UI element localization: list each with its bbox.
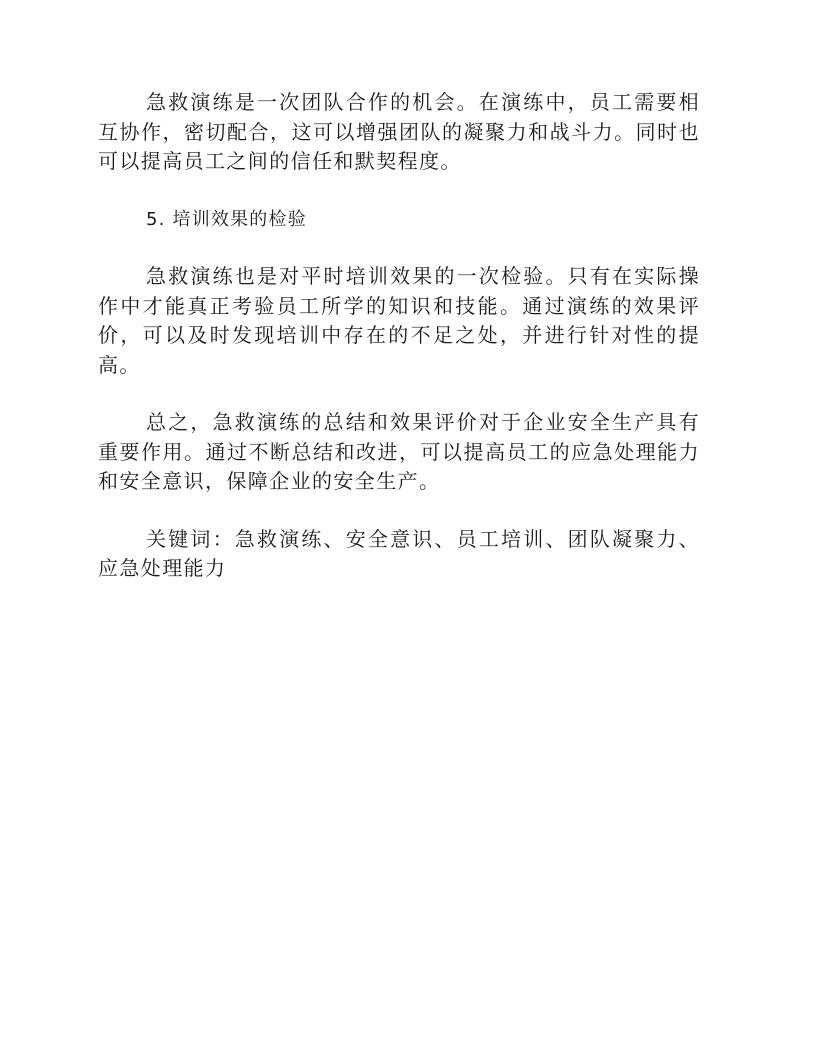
paragraph-keywords: 关键词：急救演练、安全意识、员工培训、团队凝聚力、应急处理能力 bbox=[98, 526, 700, 580]
paragraph-training-check: 急救演练也是对平时培训效果的一次检验。只有在实际操作中才能真正考验员工所学的知识和技能。通过演练的效果评价，可以及时发现培训中存在的不足之处，并进行针对性的提高。 bbox=[98, 264, 700, 377]
paragraph-conclusion: 总之，急救演练的总结和效果评价对于企业安全生产具有重要作用。通过不断总结和改进，可以提高员工的应急处理能力和安全意识，保障企业的安全生产。 bbox=[98, 410, 700, 493]
paragraph-teamwork: 急救演练是一次团队合作的机会。在演练中，员工需要相互协作，密切配合，这可以增强团队的凝聚力和战斗力。同时也可以提高员工之间的信任和默契程度。 bbox=[98, 90, 700, 173]
document-page bbox=[98, 88, 700, 612]
section-heading-training-check: 5. 培训效果的检验 bbox=[146, 208, 307, 230]
